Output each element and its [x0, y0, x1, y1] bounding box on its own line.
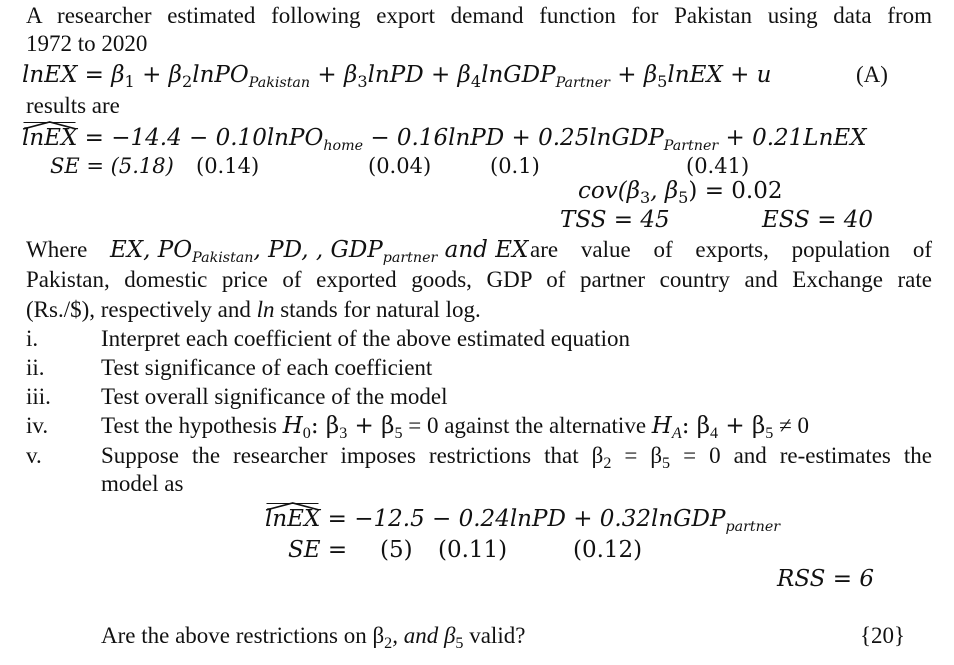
results-label: results are	[26, 93, 120, 118]
question-number-2: ii.	[26, 355, 45, 380]
where-line-1: Where	[26, 237, 88, 262]
marks-label: {20}	[860, 623, 906, 648]
se-value-lnpo: (0.14)	[196, 154, 260, 178]
se-value-lnex: (0.41)	[686, 154, 750, 178]
se-value-lnpd: (0.04)	[368, 154, 432, 178]
hat-accent-icon	[265, 501, 320, 511]
hat-accent-icon	[22, 120, 77, 130]
se-value-lngdp: (0.1)	[490, 154, 540, 178]
where-line-1-tail: are value of exports, population of	[530, 237, 932, 262]
restricted-equation: lnEX = −12.5 − 0.24lnPD + 0.32lnGDP$_{partner}$	[265, 505, 780, 541]
equation-tag-a: (A)	[856, 62, 888, 87]
se-row-label: SE = (5.18)	[50, 154, 174, 178]
where-line-2: Pakistan, domestic price of exported goods, GDP of partner country and Exchange rate	[26, 267, 932, 292]
question-number-3: iii.	[26, 384, 51, 409]
question-number-1: i.	[26, 326, 39, 351]
question-text-4: Test the hypothesis $H_0$: $\beta_3 + \beta_5 = 0$ against the alternative $H_A$: $\beta_4 + \beta_5 \ne 0$	[101, 413, 809, 442]
model-equation-a: lnEX = $\beta_1$ + $\beta_2lnPO_{Pakistan}$ + $\beta_3lnPD$ + $\beta_4lnGDP_{Partner}$ + $\beta_5lnEX + u$	[22, 62, 772, 91]
restricted-se-label: SE =	[288, 537, 348, 563]
question-text-1: Interpret each coefficient of the above estimated equation	[101, 326, 630, 351]
where-line-3: (Rs./$), respectively and ln stands for natural log.	[26, 297, 481, 322]
restricted-se-lnpd: (0.11)	[438, 537, 508, 563]
restricted-se-lngdp: (0.12)	[573, 537, 643, 563]
final-question: Are the above restrictions on $\beta_2$, and $\beta_5$ valid?	[101, 623, 526, 652]
hat-ln-ex: lnEX	[22, 124, 77, 152]
question-number-5: v.	[26, 443, 42, 468]
intro-line-2: 1972 to 2020	[26, 31, 148, 56]
where-variables: EX, $PO_{Pakistan}$, PD, , $GDP_{partner}$ and EX	[110, 237, 529, 266]
question-text-5-cont: model as	[101, 471, 184, 496]
question-text-5: Suppose the researcher imposes restrictions that $\beta_2 = \beta_5 = 0$ and re-estimates the	[101, 443, 932, 472]
restricted-se-intercept: (5)	[380, 537, 413, 563]
covariance-statement: $cov(\beta_3$, $\beta_5) = 0.02$	[578, 178, 783, 207]
intro-line-1: A researcher estimated following export demand function for Pakistan using data from	[26, 3, 932, 28]
question-text-2: Test significance of each coefficient	[101, 355, 433, 380]
estimated-equation: lnEX = −14.4 − 0.10lnPO$_{home}$ − 0.16lnPD + 0.25lnGDP$_{Partner}$ + 0.21LnEX	[22, 124, 867, 160]
restricted-rss: RSS = 6	[777, 566, 874, 592]
question-number-4: iv.	[26, 413, 49, 438]
hat-ln-ex-restricted: lnEX	[265, 505, 320, 533]
ess-value: ESS = 40	[762, 207, 874, 233]
tss-value: TSS = 45	[560, 207, 670, 233]
question-text-3: Test overall significance of the model	[101, 384, 448, 409]
